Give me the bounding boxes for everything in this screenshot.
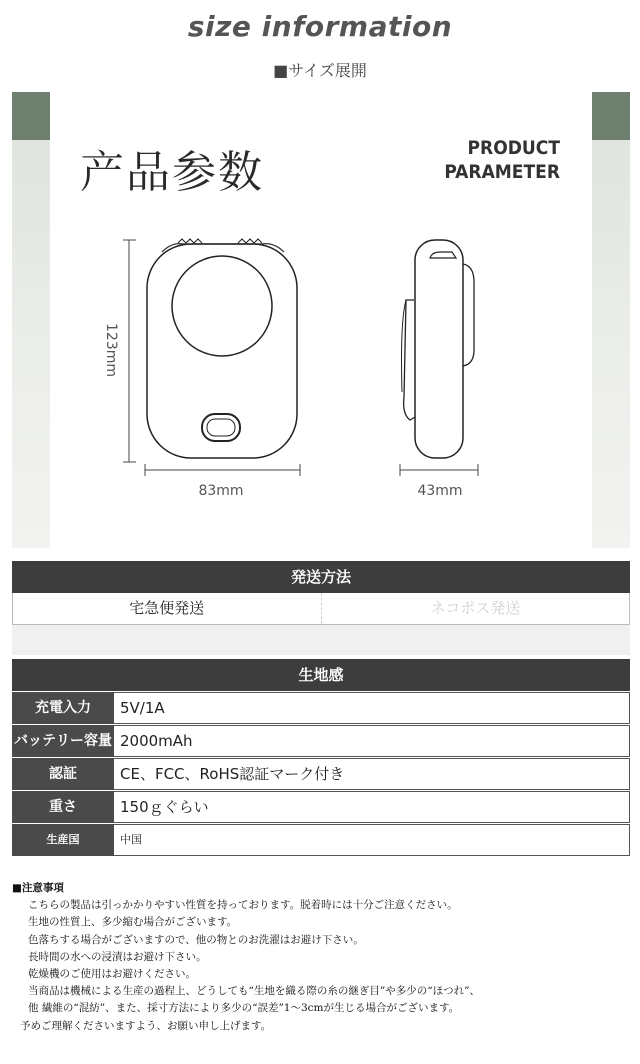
front-view-drawing [147,239,297,458]
side-body-outline [415,240,463,458]
panel-title-english-line2: PARAMETER [444,161,560,183]
side-clip [404,300,415,420]
shipping-spacer-band [12,625,630,655]
spec-value: 150ｇぐらい [114,791,630,823]
shipping-options-row [12,593,630,625]
notes-line: 乾燥機のご使用はお避けください。 [28,968,196,981]
spec-label: バッテリー容量 [12,725,114,757]
section-title: size information [187,10,453,43]
notes-title: ■注意事項 [12,882,64,894]
product-line-drawing [12,92,630,548]
width-dimension-label: 83mm [198,483,244,499]
spec-value: 中国 [114,824,630,856]
front-body-outline [147,244,297,458]
notes-line: 他 繊維の“混紡”、また、採寸方法により多少の“誤差”1〜3cmが生じる場合がございます。 [28,1002,460,1015]
spec-value: 5V/1A [114,692,630,724]
spec-row-origin [12,824,630,856]
spec-value: CE、FCC、RoHS認証マーク付き [114,758,630,790]
notes-closing: 予めご理解くださいますよう、お願い申し上げます。 [20,1019,272,1032]
spec-row-weight [12,791,630,823]
side-top-notch [430,252,456,258]
spec-label: 重さ [12,791,114,823]
height-dimension [123,240,136,462]
notes-line: こちらの製品は引っかかりやすい性質を持っております。脱着時には十分ご注意ください。 [28,899,458,912]
care-notes [12,880,622,1035]
notes-line: 色落ちする場合がございますので、他の物とのお洗濯はお避け下さい。 [28,933,364,946]
spec-header: 生地感 [12,659,630,691]
side-view-drawing [402,240,475,458]
depth-dimension [400,464,478,476]
notes-line: 当商品は機械による生産の過程上、どうしても“生地を織る際の糸の継ぎ目”や多少の“ほつれ”、 [28,985,480,998]
notes-line: 長時間の水への浸漬はお避け下さい。 [28,950,207,963]
spec-label: 充電入力 [12,692,114,724]
width-dimension [145,464,300,476]
notes-line: 生地の性質上、多少縮む場合がございます。 [28,916,238,929]
panel-title-chinese: 产品参数 [80,147,264,198]
side-fan-bulge [463,264,474,366]
spec-row-charge-input [12,692,630,724]
spec-row-battery [12,725,630,757]
front-vent-teeth [178,239,262,243]
spec-label: 生産国 [12,824,114,856]
section-subtitle: ■サイズ展開 [273,61,367,80]
shipping-header: 発送方法 [12,561,630,593]
spec-label: 認証 [12,758,114,790]
shipping-method-table [12,561,630,655]
front-button-inner [207,419,235,436]
front-button-outer [202,414,240,441]
spec-row-certification [12,758,630,790]
product-parameter-panel [12,92,630,548]
spec-value: 2000mAh [114,725,630,757]
shipping-option-nekopos[interactable]: ネコポス発送 [430,599,521,617]
height-dimension-label: 123mm [103,323,119,377]
spec-table [12,659,630,856]
depth-dimension-label: 43mm [417,483,463,499]
panel-title-english-line1: PRODUCT [467,137,560,159]
shipping-option-takkyubin[interactable]: 宅急便発送 [13,593,322,624]
front-fan-circle [172,256,272,356]
